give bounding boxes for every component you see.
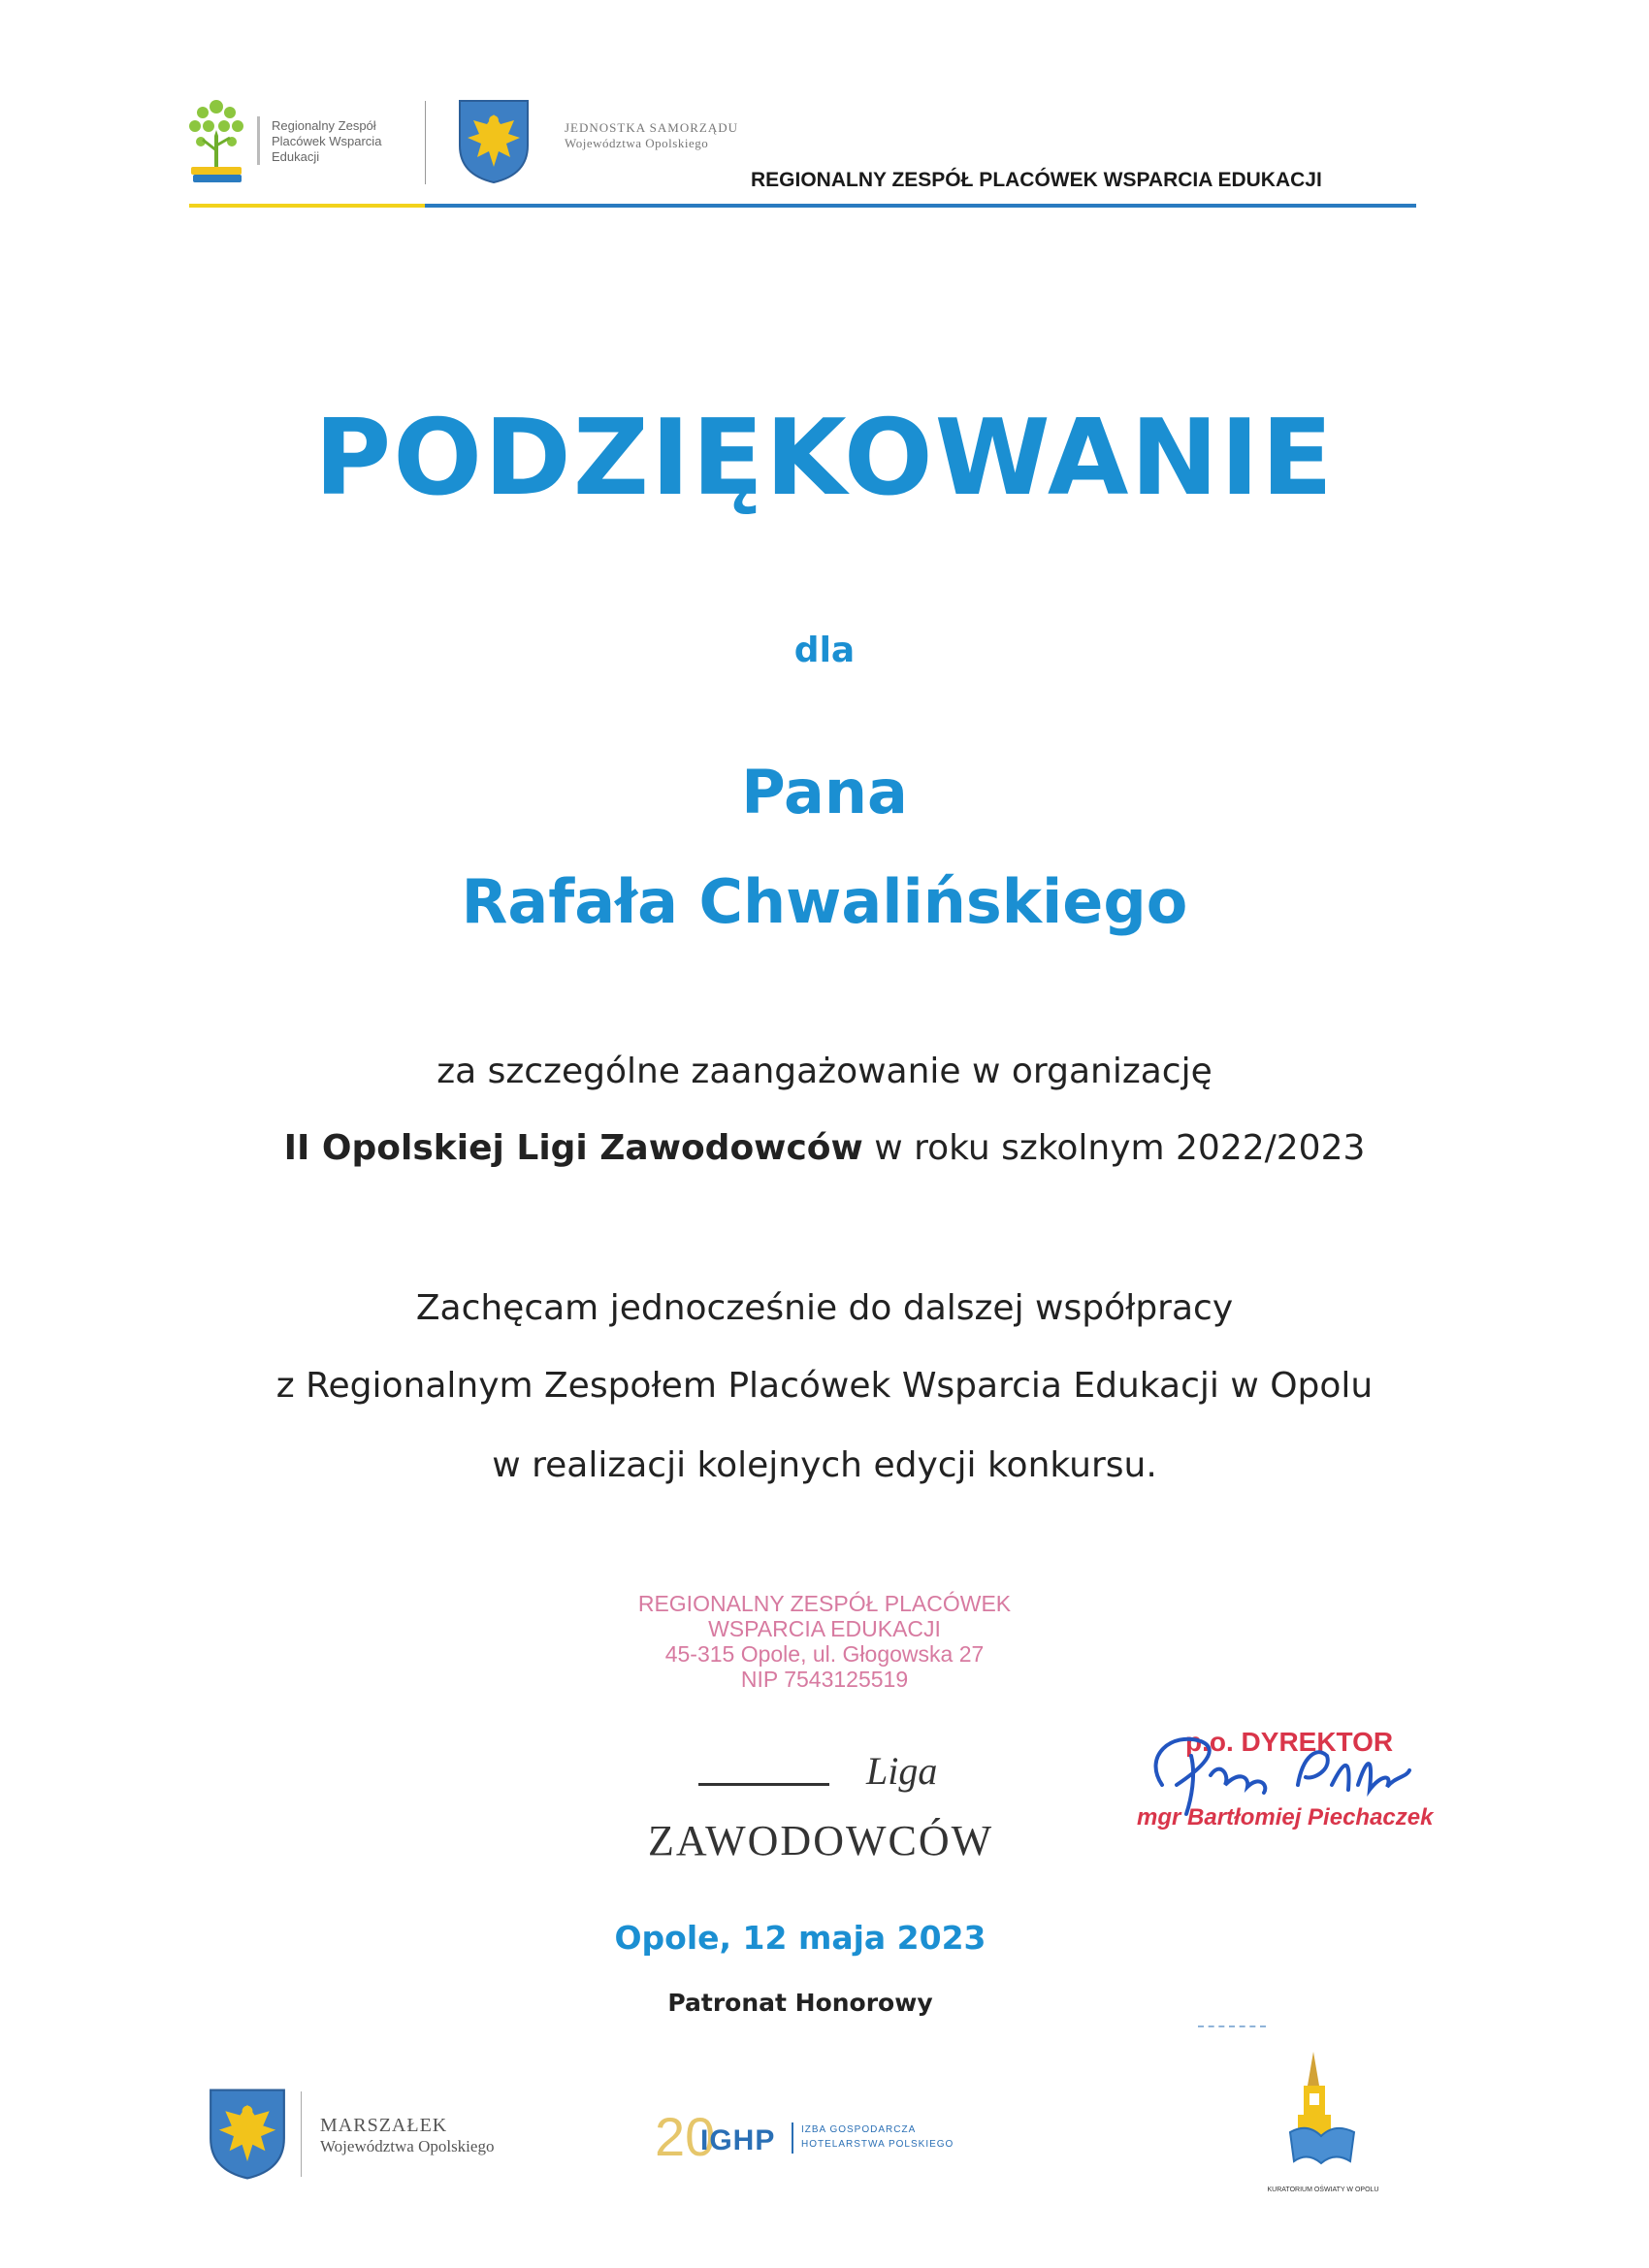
stamp-smudge — [1198, 2025, 1266, 2031]
stamp-line: NIP 7543125519 — [740, 1667, 909, 1692]
encouragement-line-2: z Regionalnym Zespołem Placówek Wsparcia Edukacji w Opolu — [275, 1366, 1374, 1406]
ighp-acronym: IGHP — [700, 2124, 776, 2156]
liga-script-word: Liga — [866, 1749, 938, 1793]
stamp-line: 45-315 Opole, ul. Głogowska 27 — [664, 1641, 985, 1667]
jst-text-line: Województwa Opolskiego — [565, 136, 709, 150]
stamp-line: WSPARCIA EDUKACJI — [708, 1616, 941, 1641]
ighp-text-line: HOTELARSTWA POLSKIEGO — [801, 2139, 954, 2150]
header-rule-yellow — [189, 204, 425, 208]
director-role: p.o. DYREKTOR — [1185, 1727, 1394, 1757]
competition-name: II Opolskiej Ligi Zawodowców — [283, 1128, 863, 1168]
school-year-text: w roku szkolnym 2022/2023 — [862, 1128, 1366, 1168]
kuratorium-text: KURATORIUM OŚWIATY W OPOLU — [1267, 2187, 1379, 2193]
encouragement-line-1: Zachęcam jednocześnie do dalszej współpracy — [415, 1288, 1234, 1328]
date-line: Opole, 12 maja 2023 — [614, 1919, 986, 1957]
institution-stamp — [621, 1591, 1028, 1692]
recipient-name: Rafała Chwalińskiego — [461, 866, 1188, 937]
stamp-line: REGIONALNY ZESPÓŁ PLACÓWEK — [637, 1591, 1012, 1616]
patronage-label: Patronat Honorowy — [667, 1989, 933, 2017]
liga-logo-line — [698, 1783, 829, 1786]
for-word: dla — [793, 631, 856, 670]
opolskie-coat-of-arms-icon — [458, 99, 530, 184]
marszalek-coat-of-arms-icon — [209, 2088, 286, 2181]
logo-text-line: Edukacji — [272, 149, 320, 164]
header-rule-blue — [425, 204, 1416, 208]
salutation: Pana — [741, 757, 908, 827]
logo-text-line: Placówek Wsparcia — [272, 134, 382, 148]
marszalek-subtitle: Województwa Opolskiego — [320, 2137, 495, 2155]
marszalek-title: MARSZAŁEK — [320, 2115, 448, 2136]
ighp-anniversary-number: 20 — [655, 2106, 716, 2167]
reason-line-2 — [0, 1128, 1649, 1168]
jst-text-line: JEDNOSTKA SAMORZĄDU — [565, 120, 738, 135]
certificate-title: PODZIĘKOWANIE — [314, 398, 1335, 519]
reason-line-1: za szczególne zaangażowanie w organizację — [436, 1052, 1212, 1091]
institution-title: REGIONALNY ZESPÓŁ PLACÓWEK WSPARCIA EDUKACJI — [751, 169, 1322, 191]
tree-books-logo-icon — [187, 97, 245, 188]
kuratorium-tower-logo-icon — [1278, 2047, 1366, 2183]
ighp-text-line: IZBA GOSPODARCZA — [801, 2124, 917, 2135]
liga-logo-word: ZAWODOWCÓW — [648, 1817, 994, 1864]
logo-text-line: Regionalny Zespół — [272, 118, 376, 133]
encouragement-line-3: w realizacji kolejnych edycji konkursu. — [492, 1445, 1157, 1485]
director-name: mgr Bartłomiej Piechaczek — [1137, 1804, 1434, 1831]
